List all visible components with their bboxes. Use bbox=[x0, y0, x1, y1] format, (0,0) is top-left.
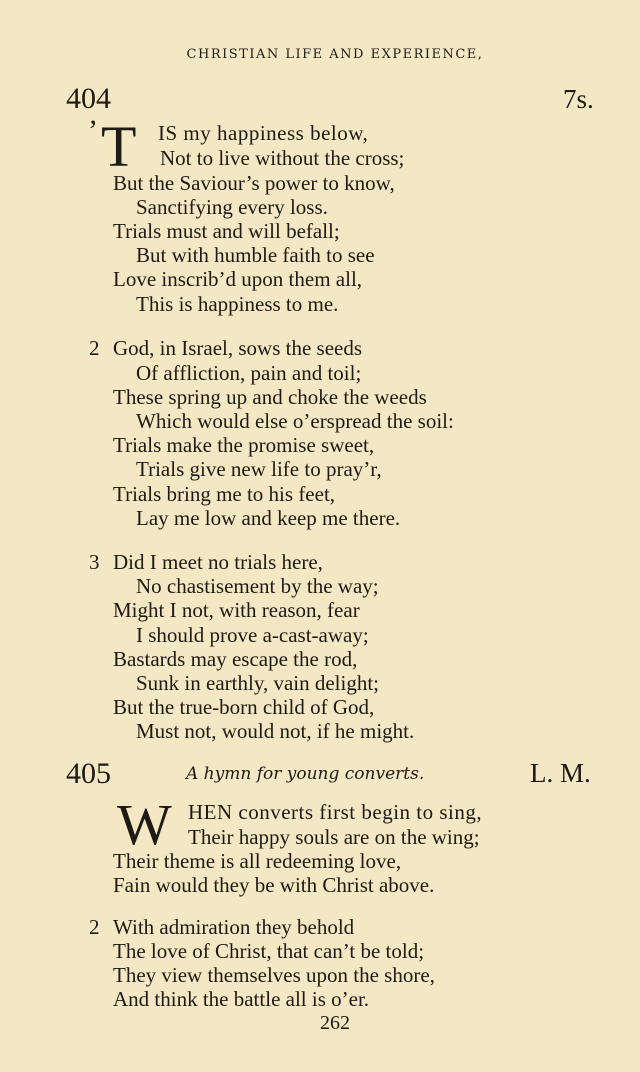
running-head: CHRISTIAN LIFE AND EXPERIENCE, bbox=[186, 47, 484, 62]
stanza-number: 3 bbox=[89, 550, 100, 574]
verse-line: With admiration they behold bbox=[113, 915, 355, 939]
stanza-number: 2 bbox=[89, 336, 100, 360]
hymn-404-first-line: IS my happiness below, bbox=[158, 121, 369, 145]
verse-line: Which would else o’erspread the soil: bbox=[136, 409, 454, 433]
hymn-405-title: A hymn for young converts. bbox=[186, 764, 425, 784]
verse-line: And think the battle all is o’er. bbox=[113, 987, 370, 1011]
verse-line: God, in Israel, sows the seeds bbox=[113, 336, 363, 360]
verse-line: Trials give new life to pray’r, bbox=[136, 457, 382, 481]
verse-line: Of affliction, pain and toil; bbox=[136, 361, 362, 385]
hymn-404-dropcap: T bbox=[101, 114, 137, 179]
hymn-405-meter: L. M. bbox=[530, 758, 591, 788]
verse-line: Not to live without the cross; bbox=[160, 146, 405, 170]
verse-line: Trials make the promise sweet, bbox=[113, 433, 375, 457]
verse-line: But with humble faith to see bbox=[136, 243, 375, 267]
stanza-number: 2 bbox=[89, 915, 100, 939]
verse-line: Trials bring me to his feet, bbox=[113, 482, 336, 506]
verse-line: Did I meet no trials here, bbox=[113, 550, 323, 574]
verse-line: They view themselves upon the shore, bbox=[113, 963, 435, 987]
hymn-404-number: 404 bbox=[66, 82, 111, 115]
verse-line: Lay me low and keep me there. bbox=[136, 506, 401, 530]
hymn-405-first-line: HEN converts first begin to sing, bbox=[188, 800, 483, 824]
verse-line: Sunk in earthly, vain delight; bbox=[136, 671, 380, 695]
verse-line: Might I not, with reason, fear bbox=[113, 598, 360, 622]
hymn-404-meter: 7s. bbox=[563, 84, 594, 114]
verse-line: The love of Christ, that can’t be told; bbox=[113, 939, 425, 963]
hymn-404-apostrophe: ’ bbox=[88, 114, 98, 147]
verse-line: But the Saviour’s power to know, bbox=[113, 171, 395, 195]
verse-line: Sanctifying every loss. bbox=[136, 195, 328, 219]
hymn-405-dropcap: W bbox=[117, 792, 172, 857]
hymn-405-number: 405 bbox=[66, 757, 111, 790]
verse-line: Their happy souls are on the wing; bbox=[188, 825, 480, 849]
verse-line: No chastisement by the way; bbox=[136, 574, 379, 598]
verse-line: I should prove a-cast-away; bbox=[136, 623, 369, 647]
page-number: 262 bbox=[320, 1012, 350, 1034]
verse-line: Love inscrib’d upon them all, bbox=[113, 267, 363, 291]
verse-line: Their theme is all redeeming love, bbox=[113, 849, 402, 873]
verse-line: This is happiness to me. bbox=[136, 292, 339, 316]
verse-line: These spring up and choke the weeds bbox=[113, 385, 427, 409]
verse-line: But the true-born child of God, bbox=[113, 695, 375, 719]
verse-line: Trials must and will befall; bbox=[113, 219, 340, 243]
verse-line: Fain would they be with Christ above. bbox=[113, 873, 435, 897]
verse-line: Must not, would not, if he might. bbox=[136, 719, 415, 743]
verse-line: Bastards may escape the rod, bbox=[113, 647, 358, 671]
